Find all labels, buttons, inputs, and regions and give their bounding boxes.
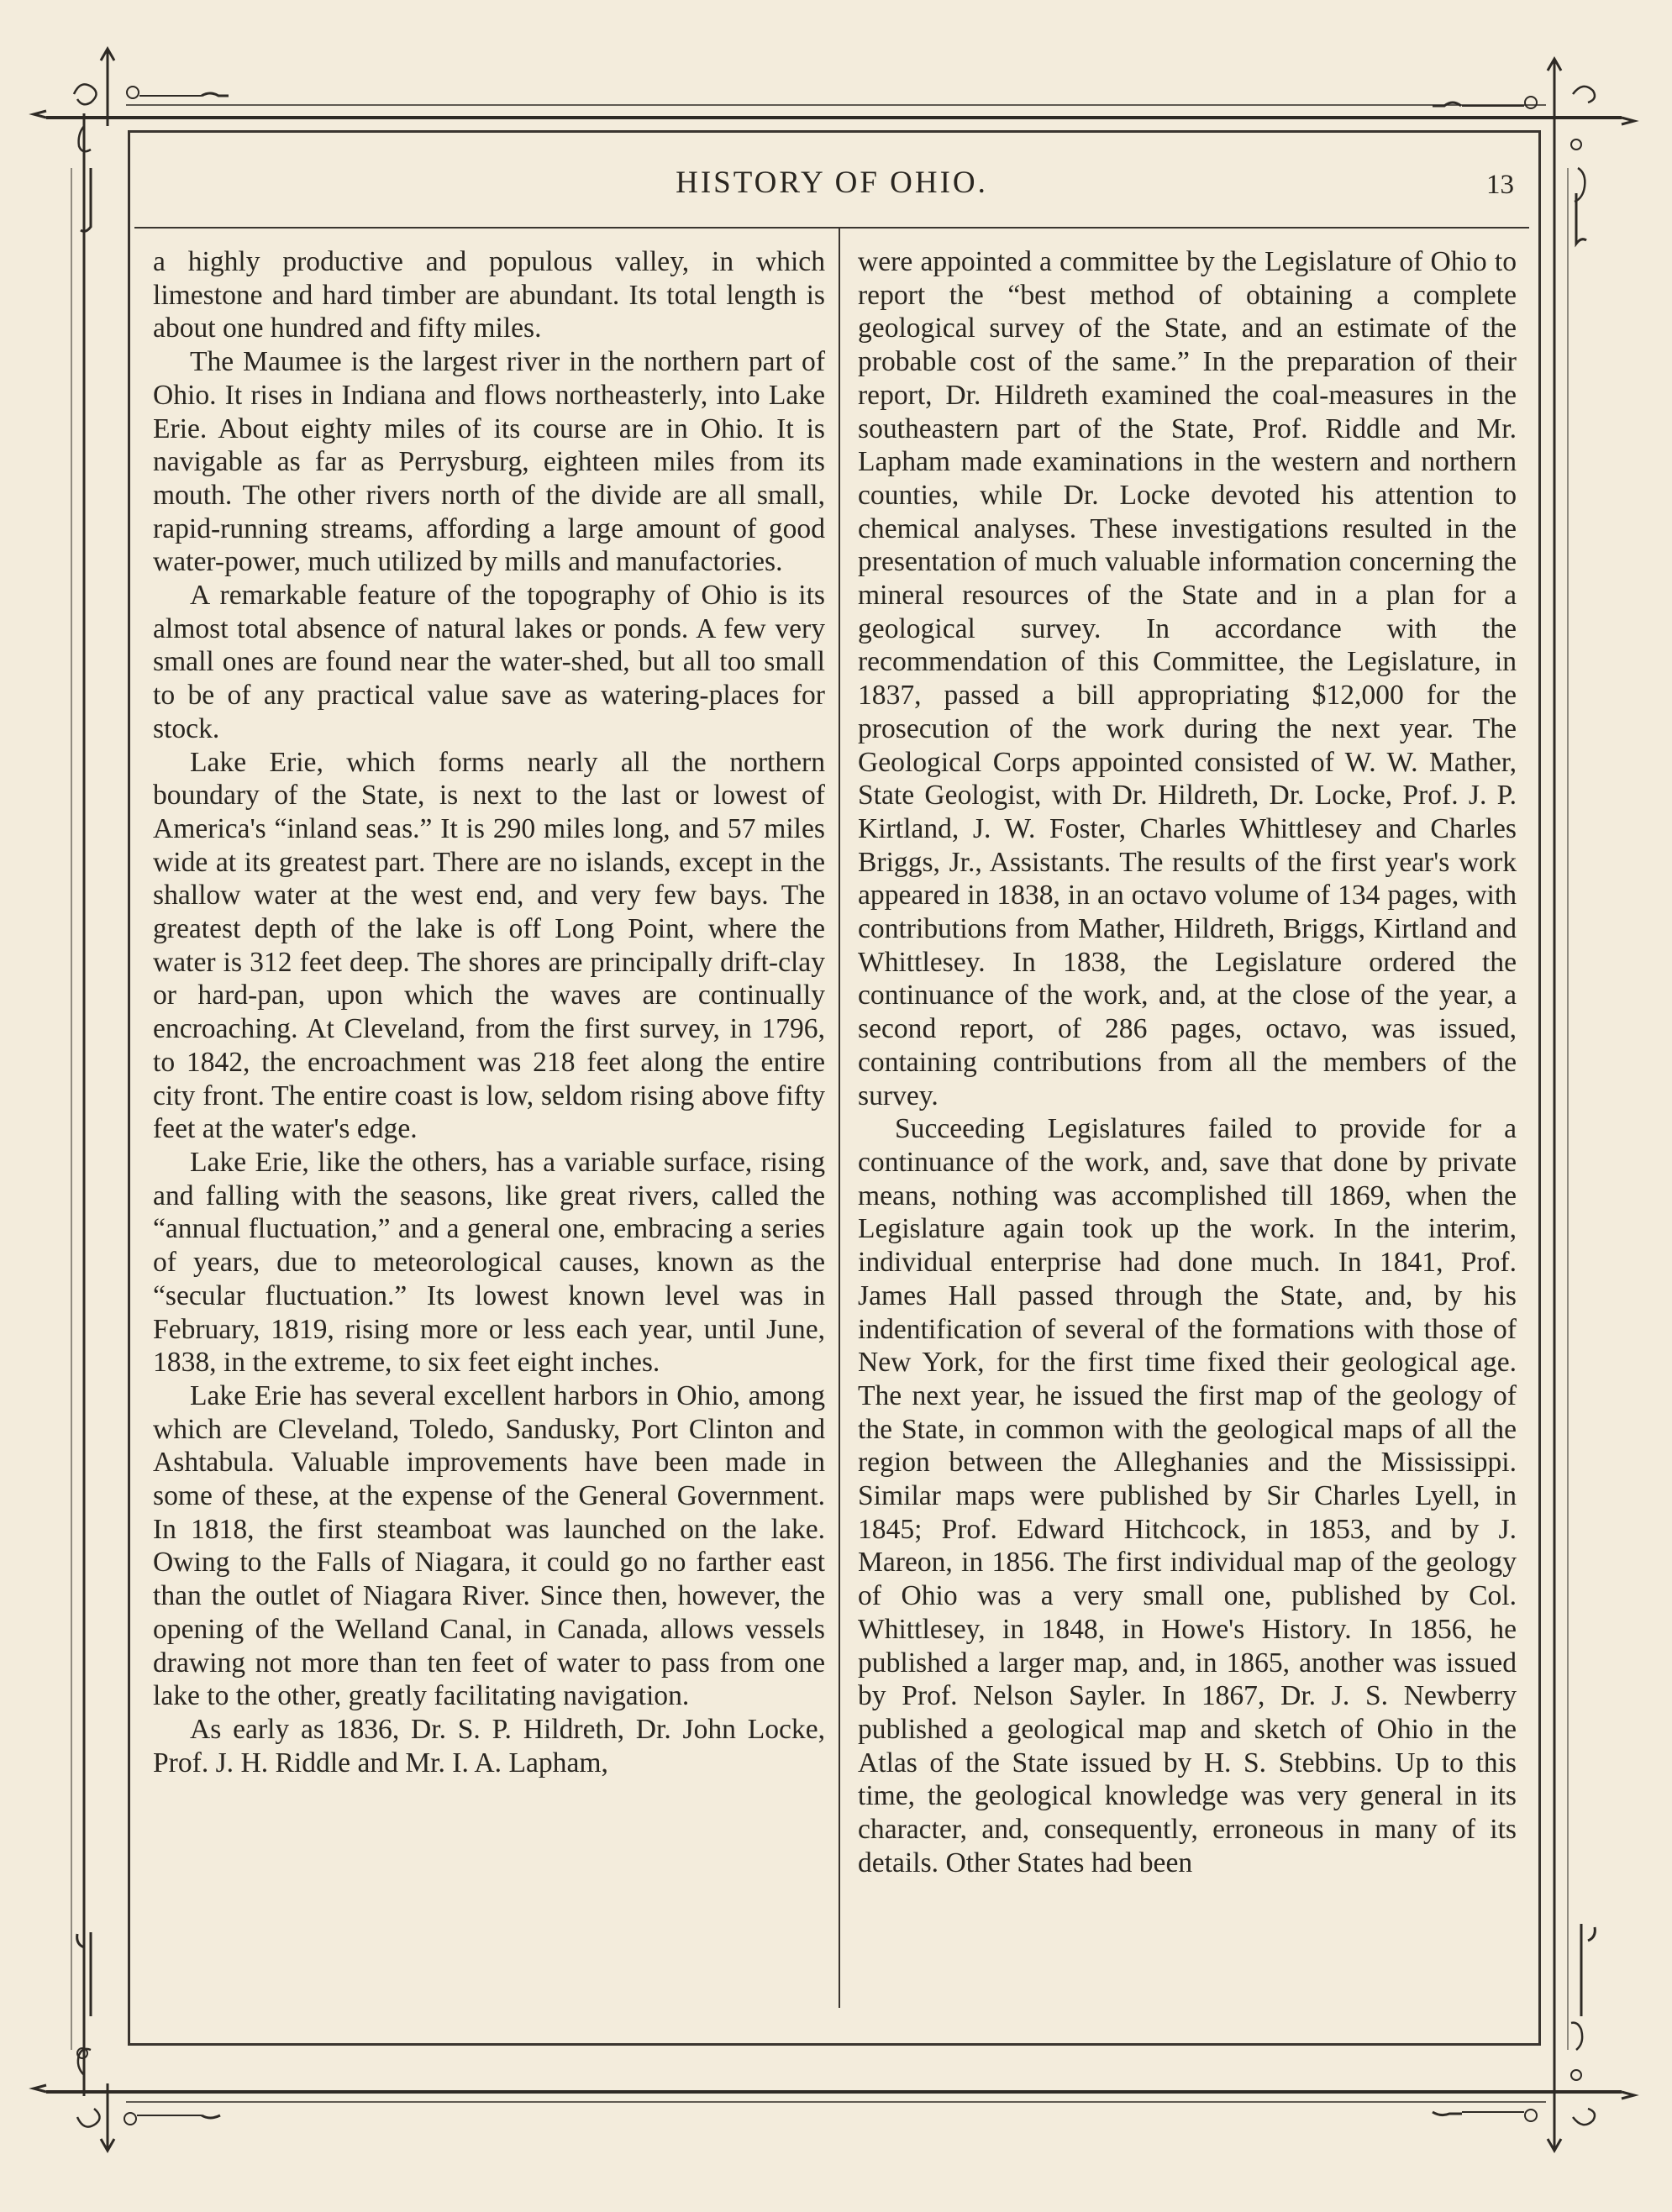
header-rule [134, 227, 1529, 229]
paragraph: As early as 1836, Dr. S. P. Hildreth, Dr. John Locke, Prof. J. H. Riddle and Mr. I. A. Lapham, [153, 1713, 825, 1779]
right-column [858, 245, 1517, 1879]
paragraph: Succeeding Legislatures failed to provide for a continuance of the work, and, save that done by private means, nothing was accomplished till 1869, when the Legislature again took up the work. In the interim, individual enterprise had done much. In 1841, Prof. James Hall passed through the State, and, by his indentification of several of the formations with those of New York, for the first time fixed their geological age. The next year, he issued the first map of the geology of the State, in common with the geological maps of all the region between the Alleghanies and the Mississippi. Similar maps were published by Sir Charles Lyell, in 1845; Prof. Edward Hitchcock, in 1853, and by J. Mareon, in 1856. The first individual map of the geology of Ohio was a very small one, published by Col. Whittlesey, in 1848, in Howe's History. In 1856, he published a larger map, and, in 1865, another was issued by Prof. Nelson Sayler. In 1867, Dr. J. S. Newberry published a geological map and sketch of Ohio in the Atlas of the State issued by H. S. Stebbins. Up to this time, the geological knowledge was very general in its character, and, consequently, erroneous in many of its details. Other States had been [858, 1113, 1517, 1878]
column-divider [839, 229, 840, 2008]
paragraph: The Maumee is the largest river in the northern part of Ohio. It rises in Indiana and flows northeasterly, into Lake Erie. About eighty miles of its course are in Ohio. It is navigable as far as Perrysburg, eighteen miles from its mouth. The other rivers north of the divide are all small, rapid-running streams, affording a large amount of good water-power, much utilized by mills and manufactories. [153, 346, 825, 578]
paragraph: Lake Erie has several excellent harbors in Ohio, among which are Cleveland, Toledo, Sandusky, Port Clinton and Ashtabula. Valuable improvements have been made in some of these, at the expense of the General Government. In 1818, the first steamboat was launched on the lake. Owing to the Falls of Niagara, it could go no farther east than the outlet of Niagara River. Since then, however, the opening of the Welland Canal, in Canada, allows vessels drawing not more than ten feet of water to pass from one lake to the other, greatly facilitating navigation. [153, 1379, 825, 1712]
page-number: 13 [1486, 170, 1514, 200]
paragraph: Lake Erie, which forms nearly all the northern boundary of the State, is next to the last or lowest of America's “inland seas.” It is 290 miles long, and 57 miles wide at its greatest part. There are no islands, except in the shallow water at the west end, and very few bays. The greatest depth of the lake is off Long Point, where the water is 312 feet deep. The shores are principally drift-clay or hard-pan, upon which the waves are continually encroaching. At Cleveland, from the first survey, in 1796, to 1842, the encroachment was 218 feet along the entire city front. The entire coast is low, seldom rising above fifty feet at the water's edge. [153, 746, 825, 1145]
paragraph: A remarkable feature of the topography of Ohio is its almost total absence of natural lakes or ponds. A few very small ones are found near the water-shed, but all too small to be of any practical value save as watering-places for stock. [153, 580, 825, 744]
paragraph: a highly productive and populous valley, in which limestone and hard timber are abundant. Its total length is about one hundred and fifty miles. [153, 246, 825, 344]
paragraph: Lake Erie, like the others, has a variable surface, rising and falling with the seasons, like great rivers, called the “annual fluctuation,” and a general one, embracing a series of years, due to meteorological causes, known as the “secular fluctuation.” Its lowest known level was in February, 1819, rising more or less each year, until June, 1838, in the extreme, to six feet eight inches. [153, 1146, 825, 1379]
running-title: HISTORY OF OHIO. [676, 166, 988, 200]
paragraph: were appointed a committee by the Legislature of Ohio to report the “best method of obtaining a complete geological survey of the State, and an estimate of the probable cost of the same.” In the preparation of their report, Dr. Hildreth examined the coal-measures in the southeastern part of the State, Prof. Riddle and Mr. Lapham made examinations in the western and northern counties, while Dr. Locke devoted his attention to chemical analyses. These investigations resulted in the presentation of much valuable information concerning the mineral resources of the State and in a plan for a geological survey. In accordance with the recommendation of this Committee, the Legislature, in 1837, passed a bill appropriating $12,000 for the prosecution of the work during the next year. The Geological Corps appointed consisted of W. W. Mather, State Geologist, with Dr. Hildreth, Dr. Locke, Prof. J. P. Kirtland, J. W. Foster, Charles Whittlesey and Charles Briggs, Jr., Assistants. The results of the first year's work appeared in 1838, in an octavo volume of 134 pages, with contributions from Mather, Hildreth, Briggs, Kirtland and Whittlesey. In 1838, the Legislature ordered the continuance of the work, and, at the close of the year, a second report, of 286 pages, octavo, was issued, containing contributions from all the members of the survey. [858, 246, 1517, 1111]
running-head [134, 165, 1529, 223]
left-column [153, 245, 825, 1779]
